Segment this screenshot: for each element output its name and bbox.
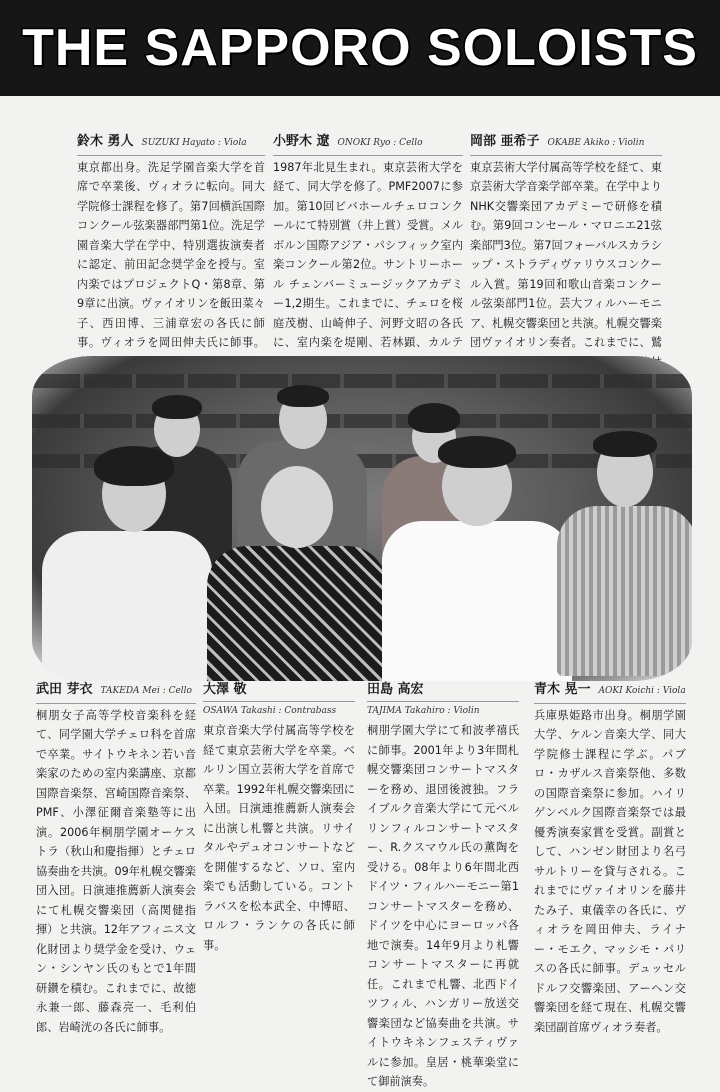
member-bio: 東京都出身。洗足学園音楽大学を首席で卒業後、ヴィオラに転向。同大学院修士課程を修了。第7回横浜国際コンクール弦楽器部門第1位。洗足学園音楽大学在学中、特別選抜演奏者に認定、前田記念奨学金を授与。室内楽ではプロジェクトQ・第8章、第9章に出演。ヴァイオリンを飯田菜々子、西田博、三浦章宏の各氏に師事。ヴィオラを岡田伸夫氏に師事。 <box>77 160 265 349</box>
member-romaji: ONOKI Ryo : Cello <box>337 138 423 148</box>
seat-row <box>32 374 692 388</box>
profile-osawa <box>203 680 355 955</box>
member-name: 大澤 敬 <box>203 682 247 697</box>
member-bio: 桐朋学園大学にて和波孝禧氏に師事。2001年より3年間札幌交響楽団コンサートマスターを務め、退団後渡独。フライブルク音楽大学にて元ベルリンフィルコンサートマスター、R.クスマウル氏の薫陶を受ける。08年より6年間北西ドイツ・フィルハーモニー第1コンサートマスターを務め、ドイツを中心にヨーロッパ各地で演奏。14年9月より札響コンサートマスターに再就任。これまで札響、北西ドイツフィル、ハンガリー放送交響楽団など協奏曲を共演。サイトウキネンフェスティヴァルに参加。皇居・桃華楽堂にて御前演奏。 <box>367 724 519 1088</box>
profile-header <box>203 680 355 702</box>
member-bio: 1987年北見生まれ。東京芸術大学を経て、同大学を修了。PMF2007に参加。第10回ビバホールチェロコンクールにて特別賞（井上賞）受賞。メルボルン国際アジア・パシフィック室内楽コンクール第2位。サントリーホール チェンバーミュージックアカデミー1,2期生。これまでに、チェロを桜庭茂樹、山崎伸子、河野文昭の各氏に、室内楽を堤剛、若林顕、カルテ <box>273 160 463 349</box>
group-photo <box>32 356 692 681</box>
member-bio: 東京芸術大学付属高等学校を経て、東京芸術大学音楽学部卒業。在学中よりNHK交響楽団アカデミーで研修を積む。第9回コンセール・マロニエ21弦楽部門3位。第7回フォーバルスカラシップ・ストラディヴァリウスコンクール入賞。第19回和歌山音楽コンクール弦楽部門1位。芸大フィルハーモニア、札幌交響楽団と共演。札幌交響楽団ヴァイオリン奏者。これまでに、鷲 <box>470 160 662 349</box>
profile-tajima <box>367 680 519 1092</box>
page-title: THE SAPPORO SOLOISTS <box>22 19 698 77</box>
title-banner <box>0 0 720 96</box>
member-romaji: TAKEDA Mei : Cello <box>100 686 192 696</box>
member-name: 鈴木 勇人 <box>77 134 134 149</box>
profile-aoki <box>534 680 686 1037</box>
member-name: 岡部 亜希子 <box>470 134 540 149</box>
member-romaji: OKABE Akiko : Violin <box>547 138 645 148</box>
member-romaji: TAJIMA Takahiro : Violin <box>367 705 480 716</box>
member-romaji: OSAWA Takashi : Contrabass <box>203 705 337 716</box>
profile-header <box>470 132 662 156</box>
member-name: 田島 高宏 <box>367 682 424 697</box>
profile-header <box>36 680 196 704</box>
member-name: 青木 晃一 <box>534 682 591 697</box>
member-bio: 兵庫県姫路市出身。桐朋学園大学、ケルン音楽大学、同大学院修士課程に学ぶ。パブロ・カザルス音楽祭他、多数の国際音楽祭に参加。ハイリゲンベルク国際音楽祭では最優秀演奏家賞を受賞。副賞として、ハンゼン財団より名弓サルトリーを貸与される。これまでにヴァイオリンを藤井たみ子、東儀幸の各氏に、ヴィオラを岡田伸夫、ライナー・モエク、マッシモ・パリスの各氏に師事。デュッセルドルフ交響楽団、アーヘン交響楽団を経て現在、札幌交響楽団副首席ヴィオラ奏者。 <box>534 708 686 1034</box>
member-romaji: SUZUKI Hayato : Viola <box>141 138 247 148</box>
profile-header <box>273 132 463 156</box>
seat-row <box>32 414 692 428</box>
member-bio: 東京音楽大学付属高等学校を経て東京芸術大学を卒業。ベルリン国立芸術大学を首席で卒業。1992年札幌交響楽団に入団。日演連推薦新人演奏会に出演し札響と共演。リサイタルやデュオコンサートなどを開催するなど、ソロ、室内楽でも活動している。コントラバスを松本武全、中博昭、ロルフ・ランケの各氏に師事。 <box>203 724 355 952</box>
member-bio: 桐朋女子高等学校音楽科を経て、同学園大学チェロ科を首席で卒業。サイトウキネン若い音楽家のための室内楽講座、京都国際音楽祭、宮崎国際音楽祭、PMF、小澤征爾音楽塾等に出演。2006年桐朋学園オーケストラ（秋山和慶指揮）とチェロ協奏曲を共演。09年札幌交響楽団入団。日演連推薦新人演奏会にて札幌交響楽団（高関健指揮）と共演。12年アフィニス文化財団より奨学金を受け、ウェン・シンヤン氏のもとで1年間研鑽を積む。これまでに、故徳永兼一郎、藤森亮一、毛利伯郎、岩崎洸の各氏に師事。 <box>36 708 196 1034</box>
profile-header <box>367 680 519 702</box>
member-name: 小野木 遼 <box>273 134 330 149</box>
member-name: 武田 芽衣 <box>36 682 93 697</box>
member-romaji: AOKI Koichi : Viola <box>598 686 686 696</box>
profile-takeda <box>36 680 196 1037</box>
profile-header <box>77 132 265 156</box>
profile-header <box>534 680 686 704</box>
